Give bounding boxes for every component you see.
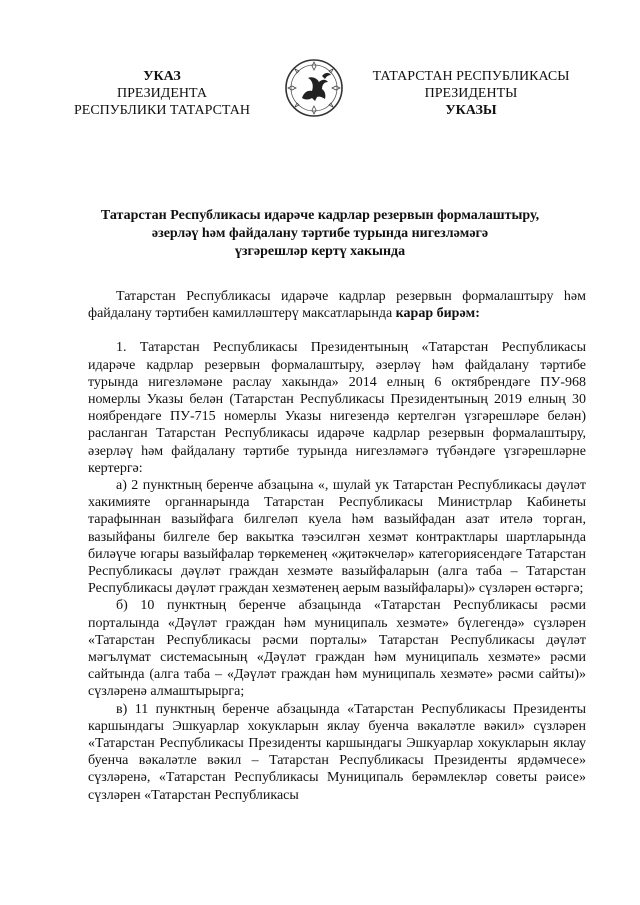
document-title [60, 207, 580, 261]
title-line2: әзерләү һәм файдалану тәртибе турында нигезләмәгә [151, 226, 489, 241]
header-left-block [62, 68, 262, 119]
header-left-line1: УКАЗ [143, 69, 181, 84]
tatarstan-coat-of-arms-icon [284, 58, 344, 118]
intro-text: Татарстан Республикасы идарәче кадрлар резервын формалаштыру һәм файдалану тәртибен камилләштерү максатларында [88, 289, 586, 322]
document-body [88, 288, 586, 804]
paragraph-a: а) 2 пунктның беренче абзацына «, шулай ук Татарстан Республикасы дәүләт хакимияте органнарында Татарстан Республикасы Министрлар Кабинеты тарафыннан вазыйфага билгеләп куела һәм вазыйфадан азат ителә торган, вазыйфаны билгеле бер вакытка тәэсилгән хезмәт контрактлары шартларында биләүче югары вазыйфалар төркеменең «җитәкчеләр» категориясендәге Татарстан Республикасы дәүләт граждан хезмәте вазыйфаларын (алга таба – Татарстан Республикасы дәүләт граждан хезмәтенең аерым вазыйфалары)» сүзләрен өстәргә; [88, 478, 586, 597]
header-left-line3: РЕСПУБЛИКИ ТАТАРСТАН [73, 103, 250, 118]
header-right-line2: ПРЕЗИДЕНТЫ [424, 86, 518, 101]
paragraph-1: 1. Татарстан Республикасы Президентының «Татарстан Республикасы идарәче кадрлар резервын формалаштыру, әзерләү һәм файдалану тәртибе турында нигезләмәне раслау хакында» 2014 елның 6 октябрендәге ПУ-968 номерлы Указы белән (Татарстан Республикасы Президентының 2019 елның 30 ноябрендәге ПУ-715 номерлы Указы нигезендә кертелгән үзгәрешләре белән) расланган Татарстан Республикасы идарәче кадрлар резервын формалаштыру, әзерләү һәм файдалану тәртибе турында нигезләмәгә түбәндәге үзгәрешләрне кертергә: [88, 340, 586, 476]
header-right-line1: ТАТАРСТАН РЕСПУБЛИКАСЫ [372, 69, 570, 84]
intro-paragraph [88, 288, 586, 322]
header-right-block [360, 68, 582, 119]
paragraph-v: в) 11 пунктның беренче абзацында «Татарстан Республикасы Президенты каршындагы Эшкуарлар хокукларын яклау буенча вәкаләтле вәкил» сүзләрен «Татарстан Республикасы Президенты каршындагы Эшкуарлар хокукларын яклау буенча вәкаләтле вәкил – Татарстан Республикасы Президенты ярдәмчесе» сүзләренә, «Татарстан Республикасы Муниципаль берәмлекләр советы рәисе» сүзләрен «Татарстан Республикасы [88, 701, 586, 803]
title-line3: үзгәрешләр кертү хакында [234, 244, 406, 259]
intro-bold: карар бирәм: [395, 306, 480, 322]
header-right-line3: УКАЗЫ [445, 103, 497, 118]
paragraph-b: б) 10 пунктның беренче абзацында «Татарстан Республикасы рәсми порталында «Дәүләт граждан һәм муниципаль хезмәте» бүлегендә» сүзләрен «Татарстан Республикасы рәсми порталы» Татарстан Республикасы дәүләт мәгълүмат системасының «Дәүләт граждан һәм муниципаль хезмәте» рәсми сайтында (алга таба – «Дәүләт граждан һәм муниципаль хезмәте» рәсми сайты)» сүзләренә алмаштырырга; [88, 598, 586, 700]
header-left-line2: ПРЕЗИДЕНТА [117, 86, 207, 101]
title-line1: Татарстан Республикасы идарәче кадрлар резервын формалаштыру, [100, 208, 540, 223]
